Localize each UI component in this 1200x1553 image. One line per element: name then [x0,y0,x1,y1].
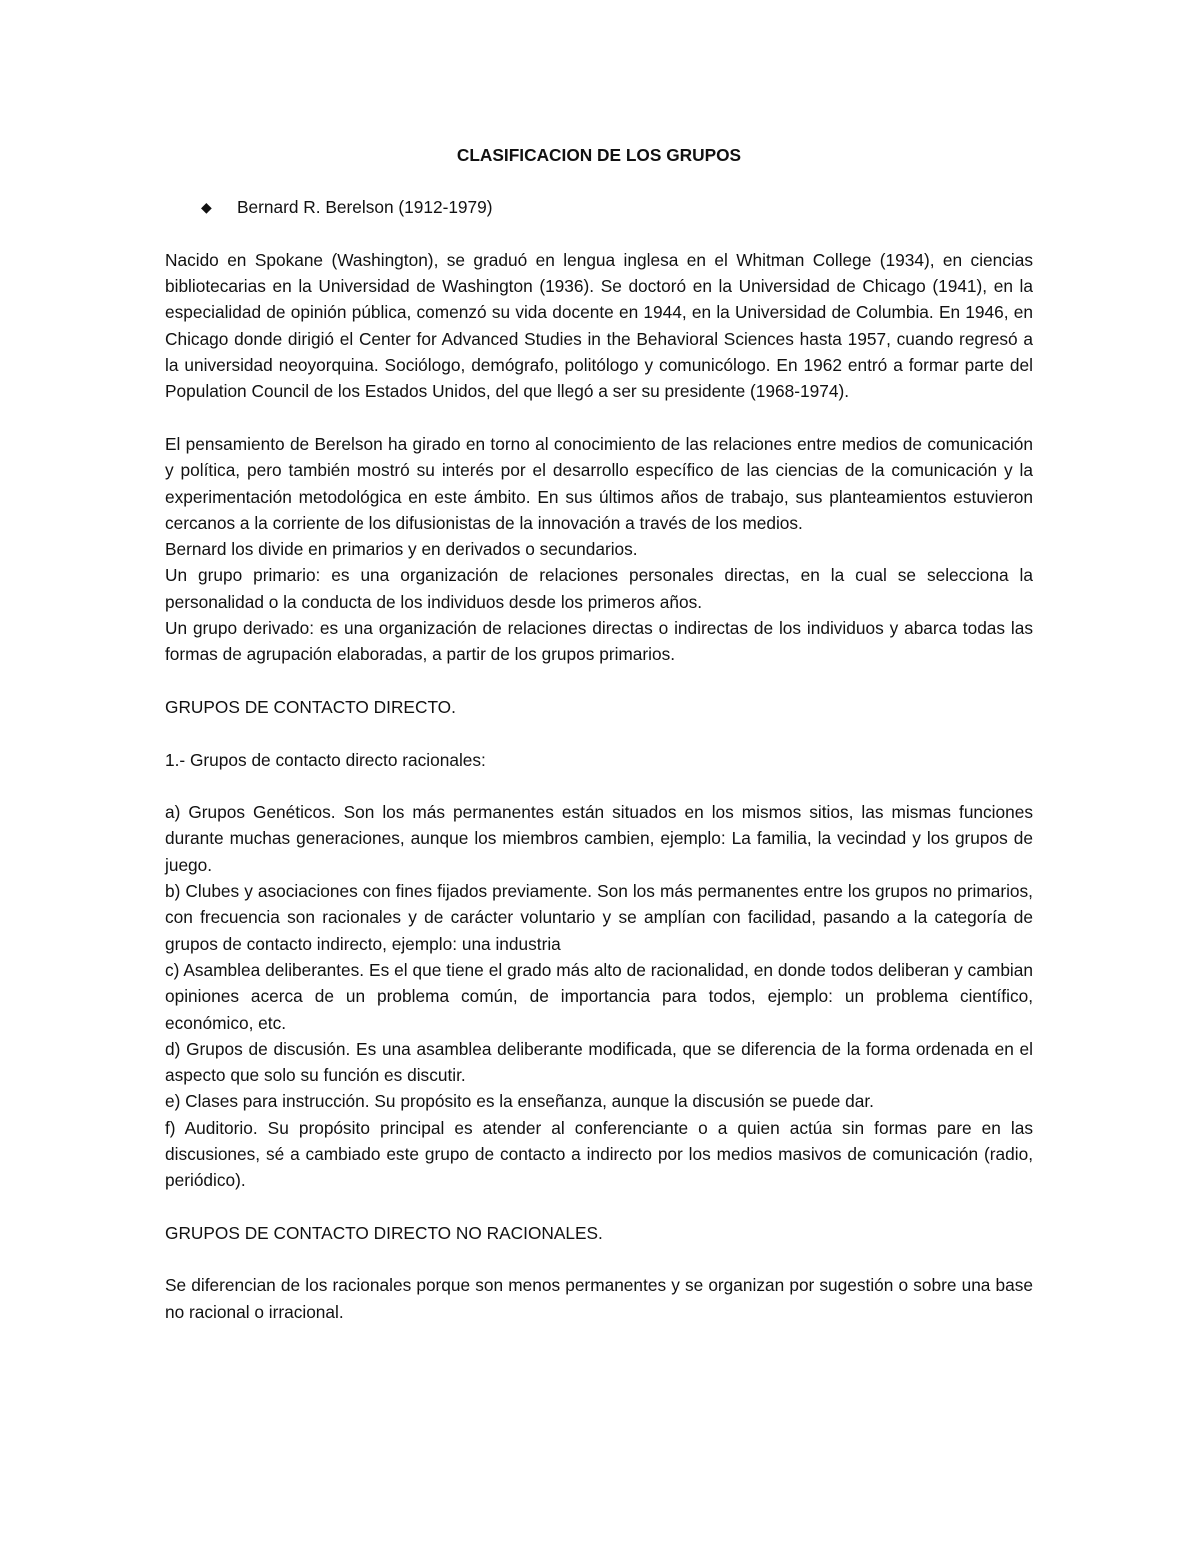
document-title: CLASIFICACION DE LOS GRUPOS [456,145,742,165]
paragraph-thought: El pensamiento de Berelson ha girado en torno al conocimiento de las relaciones entre medios de comunicación y política, pero también mostró su interés por el desarrollo específico de las ciencias de la comunicación y la experimentación metodológica en este ámbito. En sus últimos años de trabajo, sus planteamientos estuvieron cercanos a la corriente de los difusionistas de la innovación a través de los medios. [165,433,1033,533]
list-item-b: b) Clubes y asociaciones con fines fijados previamente. Son los más permanentes entre los grupos no primarios, con frecuencia son racionales y de carácter voluntario y se amplían con facilidad, pasando a la categoría de grupos de contacto indirecto, ejemplo: una industria [165,881,1033,954]
paragraph-derived-group: Un grupo derivado: es una organización de relaciones directas o indirectas de los individuos y abarca todas las formas de agrupación elaboradas, a partir de los grupos primarios. [165,618,1033,665]
subheading-rational: 1.- Grupos de contacto directo racionales: [165,749,486,770]
paragraph-divides: Bernard los divide en primarios y en derivados o secundarios. [165,539,638,560]
author-name: Bernard R. Berelson (1912-1979) [237,197,493,218]
paragraph-primary-group: Un grupo primario: es una organización de relaciones personales directas, en la cual se selecciona la personalidad o la conducta de los individuos desde los primeros años. [165,565,1033,612]
diamond-bullet-icon: ◆ [201,199,212,216]
document-body [165,142,1033,1325]
paragraph-biography: Nacido en Spokane (Washington), se graduó en lengua inglesa en el Whitman College (1934), en ciencias bibliotecarias en la Universidad de Washington (1936). Se doctoró en la Universidad de Chicago (1941), en la especialidad de opinión pública, comenzó su vida docente en 1944, en la Universidad de Columbia. En 1946, en Chicago donde dirigió el Center for Advanced Studies in the Behavioral Sciences hasta 1957, cuando regresó a la universidad neoyorquina. Sociólogo, demógrafo, politólogo y comunicólogo. En 1962 entró a formar parte del Population Council de los Estados Unidos, del que llegó a ser su presidente (1968-1974). [165,249,1033,402]
list-item-d: d) Grupos de discusión. Es una asamblea deliberante modificada, que se diferencia de la forma ordenada en el aspecto que solo su función es discutir. [165,1038,1033,1086]
list-item-e: e) Clases para instrucción. Su propósito es la enseñanza, aunque la discusión se puede dar. [165,1091,874,1112]
list-item-f: f) Auditorio. Su propósito principal es atender al conferenciante o a quien actúa sin formas pare en las discusiones, sé a cambiado este grupo de contacto a indirecto por los medios masivos de comunicación (radio, periódico). [165,1117,1033,1191]
heading-non-rational: GRUPOS DE CONTACTO DIRECTO NO RACIONALES. [165,1222,603,1243]
heading-direct-contact: GRUPOS DE CONTACTO DIRECTO. [165,696,456,717]
author-bullet-item [165,194,1033,220]
list-item-a: a) Grupos Genéticos. Son los más permanentes están situados en los mismos sitios, las mismas funciones durante muchas generaciones, aunque los miembros cambien, ejemplo: La familia, la vecindad y los grupos de juego. [165,802,1033,875]
list-item-c: c) Asamblea deliberantes. Es el que tiene el grado más alto de racionalidad, en donde todos deliberan y cambian opiniones acerca de un problema común, de importancia para todos, ejemplo: un problema científico, económico, etc. [165,959,1033,1033]
paragraph-non-rational: Se diferencian de los racionales porque son menos permanentes y se organizan por sugestión o sobre una base no racional o irracional. [165,1275,1033,1322]
